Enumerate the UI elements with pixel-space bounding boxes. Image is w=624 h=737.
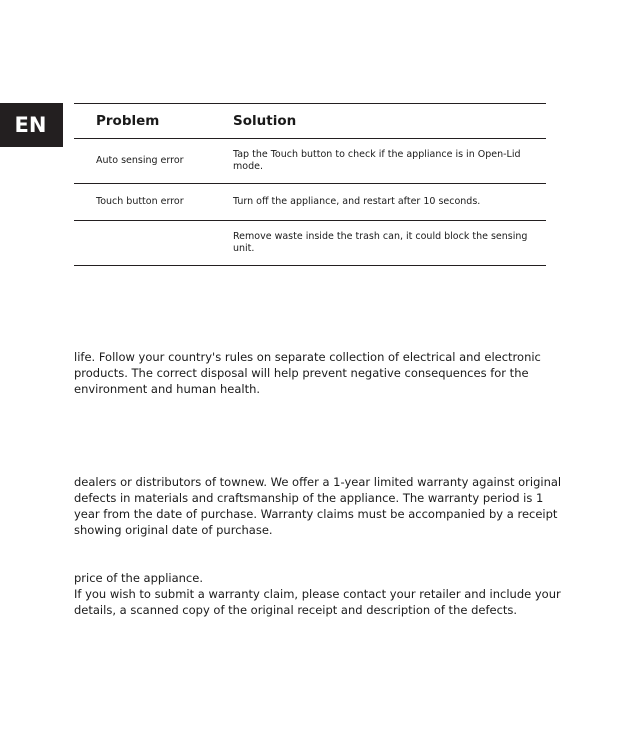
solution-line: Turn off the appliance, and restart after 10 seconds. (233, 196, 481, 207)
paragraph-line: price of the appliance. (74, 571, 203, 585)
solution-cell (211, 221, 546, 266)
paragraph-line: details, a scanned copy of the original receipt and description of the defects. (74, 603, 518, 617)
solution-line: Remove waste inside the trash can, it could block the sensing (233, 231, 528, 242)
solution-column-header: Solution (233, 113, 297, 129)
paragraph-line: products. The correct disposal will help prevent negative consequences for the (74, 366, 529, 380)
paragraph-line: If you wish to submit a warranty claim, please contact your retailer and include your (74, 587, 561, 601)
table-header-row (74, 104, 546, 139)
paragraph-line: defects in materials and craftsmanship of the appliance. The warranty period is 1 (74, 491, 544, 505)
problem-cell: Touch button error (96, 196, 184, 207)
paragraph-line: dealers or distributors of townew. We offer a 1-year limited warranty against original (74, 475, 562, 489)
disposal-paragraph (74, 349, 554, 397)
troubleshooting-table (74, 103, 546, 266)
table-row (74, 184, 546, 221)
language-tab: EN (0, 103, 63, 147)
solution-cell (211, 139, 546, 184)
solution-line: mode. (233, 161, 263, 172)
paragraph-line: environment and human health. (74, 382, 261, 396)
solution-line: unit. (233, 243, 255, 254)
paragraph-line: year from the date of purchase. Warranty claims must be accompanied by a receipt (74, 507, 558, 521)
paragraph-line: showing original date of purchase. (74, 523, 273, 537)
problem-cell: Auto sensing error (96, 155, 184, 166)
warranty-paragraph (74, 474, 562, 538)
solution-cell (211, 184, 546, 221)
paragraph-line: life. Follow your country's rules on separate collection of electrical and electronic (74, 350, 541, 364)
problem-column-header: Problem (96, 113, 160, 129)
table-row (74, 139, 546, 184)
table-row (74, 221, 546, 266)
claim-paragraph (74, 570, 561, 618)
solution-line: Tap the Touch button to check if the appliance is in Open-Lid (233, 149, 521, 160)
problem-cell (74, 221, 211, 266)
